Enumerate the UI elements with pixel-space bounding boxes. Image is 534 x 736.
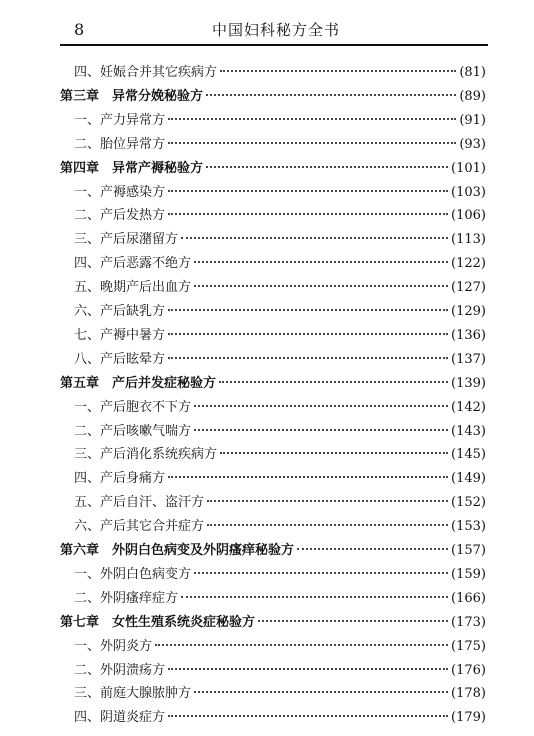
toc-entry-page: (129) (451, 304, 486, 319)
toc-entry-title: 四、产后恶露不绝方 (74, 256, 192, 271)
toc-dot-leader (168, 668, 448, 670)
header-rule (60, 44, 488, 46)
toc-entry-page: (106) (451, 208, 486, 223)
toc-entry-title: 八、产后眩晕方 (74, 352, 166, 367)
toc-entry-title: 六、产后其它合并症方 (74, 519, 205, 534)
toc-dot-leader (168, 142, 456, 144)
toc-dot-leader (168, 333, 448, 335)
toc-section-entry (74, 398, 486, 418)
toc-section-entry (74, 684, 486, 704)
toc-section-entry (74, 326, 486, 346)
toc-entry-title: 二、外阴溃疡方 (74, 663, 166, 678)
toc-section-entry (74, 661, 486, 681)
toc-entry-title: 二、产后发热方 (74, 208, 166, 223)
toc-entry-page: (145) (451, 447, 486, 462)
toc-entry-title: 三、产后消化系统疾病方 (74, 447, 218, 462)
toc-section-entry (74, 350, 486, 370)
toc-entry-page: (152) (451, 495, 486, 510)
toc-entry-title: 二、外阴瘙痒症方 (74, 591, 179, 606)
toc-entry-title: 四、阴道炎症方 (74, 710, 166, 725)
toc-section-entry (74, 445, 486, 465)
toc-entry-title: 第四章 异常产褥秘验方 (60, 161, 204, 176)
toc-section-entry (74, 63, 486, 83)
toc-entry-title: 六、产后缺乳方 (74, 304, 166, 319)
toc-entry-page: (142) (451, 400, 486, 415)
toc-dot-leader (194, 572, 448, 574)
toc-dot-leader (168, 715, 448, 717)
toc-entry-title: 一、产力异常方 (74, 113, 166, 128)
toc-entry-page: (122) (451, 256, 486, 271)
toc-entry-page: (166) (451, 591, 486, 606)
toc-entry-title: 第六章 外阴白色病变及外阴瘙痒秘验方 (60, 543, 295, 558)
toc-entry-page: (179) (451, 710, 486, 725)
toc-dot-leader (297, 548, 448, 550)
toc-section-entry (74, 278, 486, 298)
toc-dot-leader (258, 620, 448, 622)
toc-section-entry (74, 135, 486, 155)
toc-section-entry (74, 254, 486, 274)
toc-dot-leader (155, 644, 448, 646)
toc-entry-page: (89) (459, 89, 486, 104)
toc-entry-title: 第三章 异常分娩秘验方 (60, 89, 204, 104)
toc-dot-leader (168, 118, 456, 120)
toc-section-entry (74, 206, 486, 226)
toc-entry-page: (143) (451, 424, 486, 439)
toc-entry-page: (173) (451, 615, 486, 630)
toc-section-entry (74, 230, 486, 250)
toc-entry-title: 第七章 女性生殖系统炎症秘验方 (60, 615, 256, 630)
toc-entry-title: 三、前庭大腺脓肿方 (74, 686, 192, 701)
toc-section-entry (74, 589, 486, 609)
toc-entry-title: 一、外阴白色病变方 (74, 567, 192, 582)
page-number: 8 (74, 20, 85, 39)
toc-section-entry (74, 708, 486, 728)
toc-entry-title: 四、妊娠合并其它疾病方 (74, 65, 218, 80)
toc-dot-leader (207, 524, 448, 526)
toc-dot-leader (219, 381, 448, 383)
toc-entry-page: (93) (459, 137, 486, 152)
toc-dot-leader (194, 261, 448, 263)
toc-dot-leader (168, 190, 448, 192)
toc-entry-title: 第五章 产后并发症秘验方 (60, 376, 217, 391)
toc-entry-page: (178) (451, 686, 486, 701)
toc-dot-leader (206, 94, 456, 96)
toc-entry-page: (175) (451, 639, 486, 654)
toc-dot-leader (181, 237, 448, 239)
toc-dot-leader (168, 309, 448, 311)
toc-dot-leader (207, 500, 448, 502)
toc-entry-page: (149) (451, 471, 486, 486)
toc-entry-page: (113) (451, 232, 486, 247)
toc-section-entry (74, 469, 486, 489)
toc-chapter-entry (60, 541, 486, 561)
toc-entry-page: (153) (451, 519, 486, 534)
toc-dot-leader (194, 405, 448, 407)
toc-section-entry (74, 302, 486, 322)
toc-entry-title: 一、产褥感染方 (74, 185, 166, 200)
toc-section-entry (74, 183, 486, 203)
toc-section-entry (74, 111, 486, 131)
toc-dot-leader (194, 429, 448, 431)
toc-entry-title: 三、产后尿潴留方 (74, 232, 179, 247)
toc-dot-leader (168, 213, 448, 215)
toc-section-entry (74, 517, 486, 537)
toc-entry-title: 五、晚期产后出血方 (74, 280, 192, 295)
toc-entry-page: (159) (451, 567, 486, 582)
toc-section-entry (74, 565, 486, 585)
toc-dot-leader (181, 596, 448, 598)
toc-dot-leader (220, 452, 448, 454)
toc-entry-page: (136) (451, 328, 486, 343)
toc-entry-title: 五、产后自汗、盗汗方 (74, 495, 205, 510)
toc-entry-page: (127) (451, 280, 486, 295)
toc-dot-leader (206, 166, 448, 168)
toc-entry-title: 七、产褥中暑方 (74, 328, 166, 343)
toc-dot-leader (168, 476, 448, 478)
toc-section-entry (74, 637, 486, 657)
toc-entry-page: (139) (451, 376, 486, 391)
toc-entry-page: (101) (451, 161, 486, 176)
toc-entry-title: 一、产后胞衣不下方 (74, 400, 192, 415)
toc-section-entry (74, 493, 486, 513)
page-header (0, 0, 534, 48)
toc-entry-title: 二、产后咳嗽气喘方 (74, 424, 192, 439)
toc-chapter-entry (60, 613, 486, 633)
toc-chapter-entry (60, 87, 486, 107)
toc-entry-title: 一、外阴炎方 (74, 639, 153, 654)
toc-chapter-entry (60, 374, 486, 394)
toc-entry-title: 二、胎位异常方 (74, 137, 166, 152)
toc-dot-leader (194, 691, 448, 693)
toc-entry-page: (157) (451, 543, 486, 558)
toc-section-entry (74, 422, 486, 442)
toc-entry-page: (137) (451, 352, 486, 367)
toc-entry-page: (103) (451, 185, 486, 200)
toc-entry-title: 四、产后身痛方 (74, 471, 166, 486)
book-title: 中国妇科秘方全书 (212, 21, 341, 39)
toc-dot-leader (220, 70, 456, 72)
toc-chapter-entry (60, 159, 486, 179)
toc-entry-page: (176) (451, 663, 486, 678)
toc-entry-page: (91) (459, 113, 486, 128)
toc-dot-leader (194, 285, 448, 287)
toc-entry-page: (81) (459, 65, 486, 80)
toc-dot-leader (168, 357, 448, 359)
